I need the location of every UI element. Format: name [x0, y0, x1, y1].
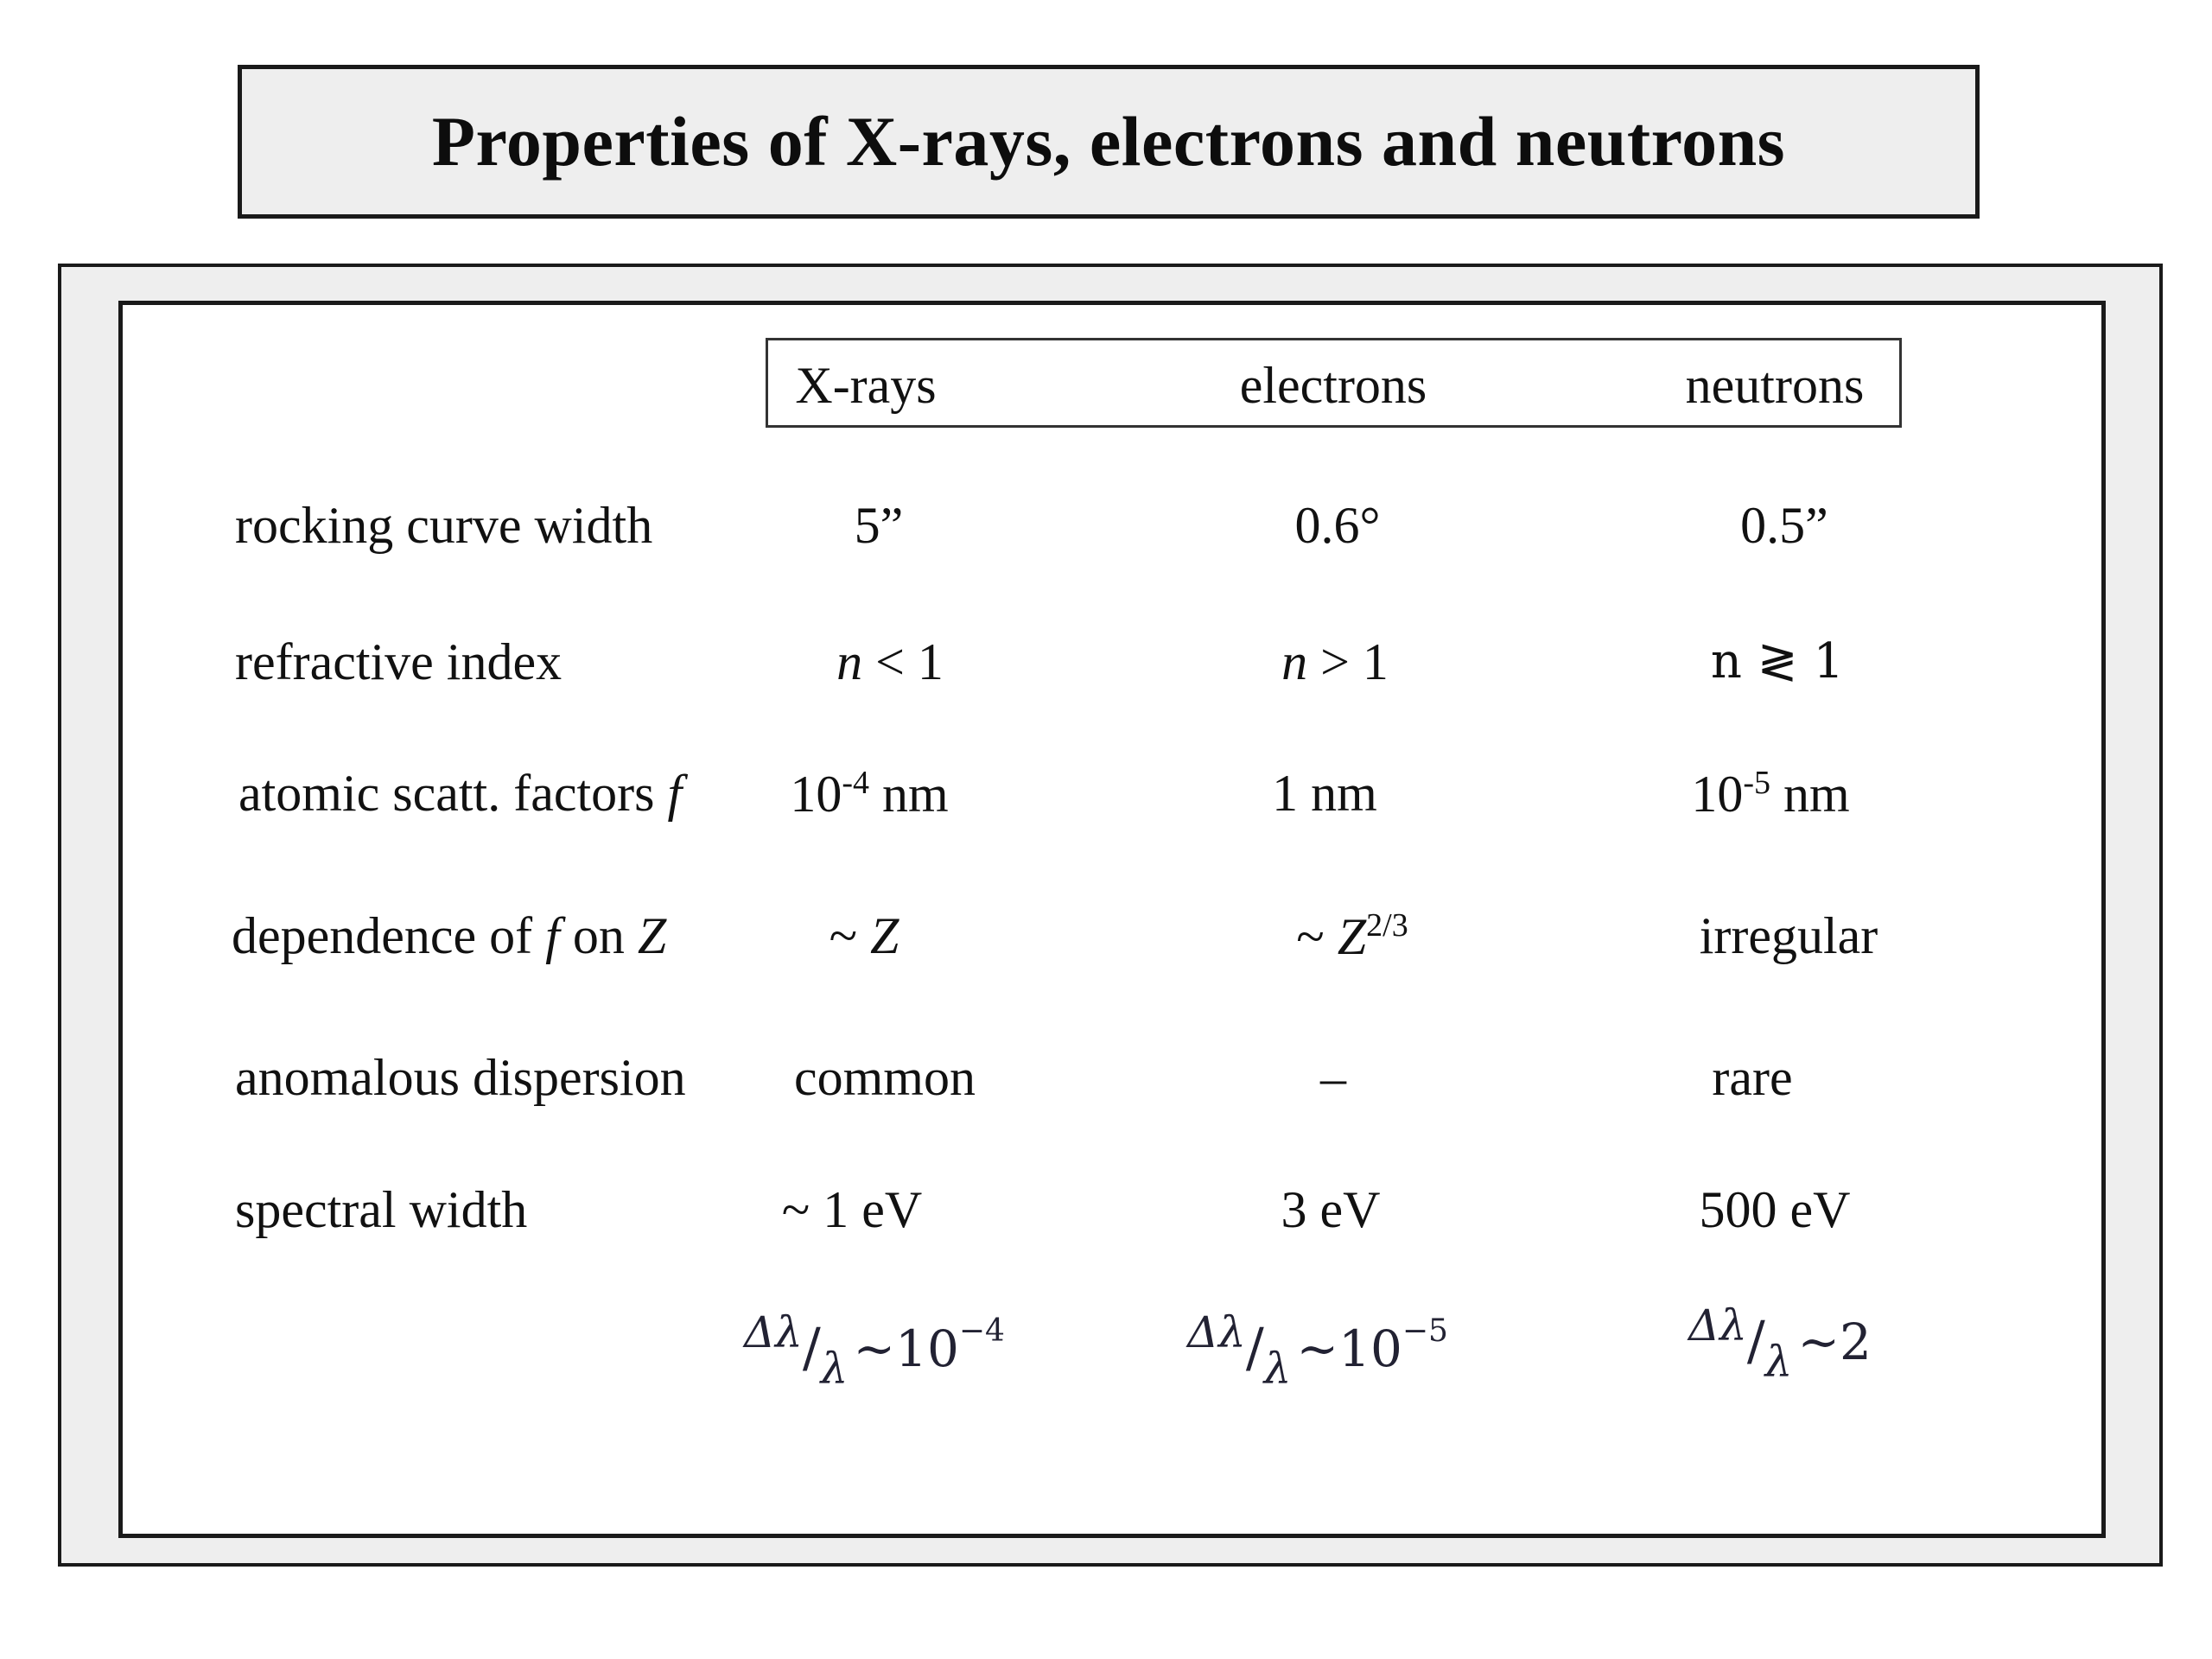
cell-scatt-neutrons: $10^{-5}$ nm [1691, 765, 1850, 823]
formula-ratio-xrays: Δλ/λ $\sim 10^{-4}$ [744, 1307, 1005, 1394]
cell-dependence-electrons: ~ $Z^{2/3}$ [1296, 907, 1408, 965]
column-header-xrays: X-rays [795, 357, 937, 414]
row-label-atomic-scattering-factors: atomic scatt. factors f [238, 765, 683, 822]
column-header-neutrons: neutrons [1685, 357, 1865, 414]
cell-refractive-xrays: n < 1 [836, 633, 944, 690]
row-label-refractive-index: refractive index [235, 633, 563, 690]
cell-refractive-electrons: n > 1 [1281, 633, 1389, 690]
cell-rocking-xrays: 5” [854, 497, 904, 554]
column-header-electrons: electrons [1239, 357, 1427, 414]
formula-ratio-neutrons: Δλ/λ ~2 [1688, 1300, 1872, 1387]
cell-scatt-xrays: $10^{-4}$ nm [790, 765, 949, 823]
row-label-dependence-of-f-on-z: dependence of f on Z [232, 907, 667, 964]
formula-ratio-electrons: Δλ/λ $\sim 10^{-5}$ [1187, 1307, 1448, 1394]
cell-anomalous-neutrons: rare [1712, 1049, 1793, 1106]
cell-anomalous-electrons: – [1320, 1049, 1346, 1106]
title-box [238, 65, 1980, 219]
page-title: Properties of X-rays, electrons and neutrons [431, 102, 1786, 181]
cell-rocking-neutrons: 0.5” [1740, 497, 1828, 554]
cell-scatt-electrons: 1 nm [1272, 765, 1377, 822]
cell-anomalous-xrays: common [794, 1049, 976, 1106]
cell-spectral-neutrons: 500 eV [1699, 1181, 1851, 1238]
cell-spectral-xrays: ~ 1 eV [781, 1181, 923, 1238]
cell-rocking-electrons: 0.6° [1294, 497, 1381, 554]
cell-refractive-neutrons: n ≷ 1 [1710, 633, 1845, 690]
row-label-anomalous-dispersion: anomalous dispersion [235, 1049, 686, 1106]
cell-dependence-neutrons: irregular [1699, 907, 1878, 964]
row-label-spectral-width: spectral width [235, 1181, 528, 1238]
row-label-rocking-curve-width: rocking curve width [235, 497, 653, 554]
cell-dependence-xrays: ~ Z [829, 907, 899, 964]
cell-spectral-electrons: 3 eV [1281, 1181, 1381, 1238]
